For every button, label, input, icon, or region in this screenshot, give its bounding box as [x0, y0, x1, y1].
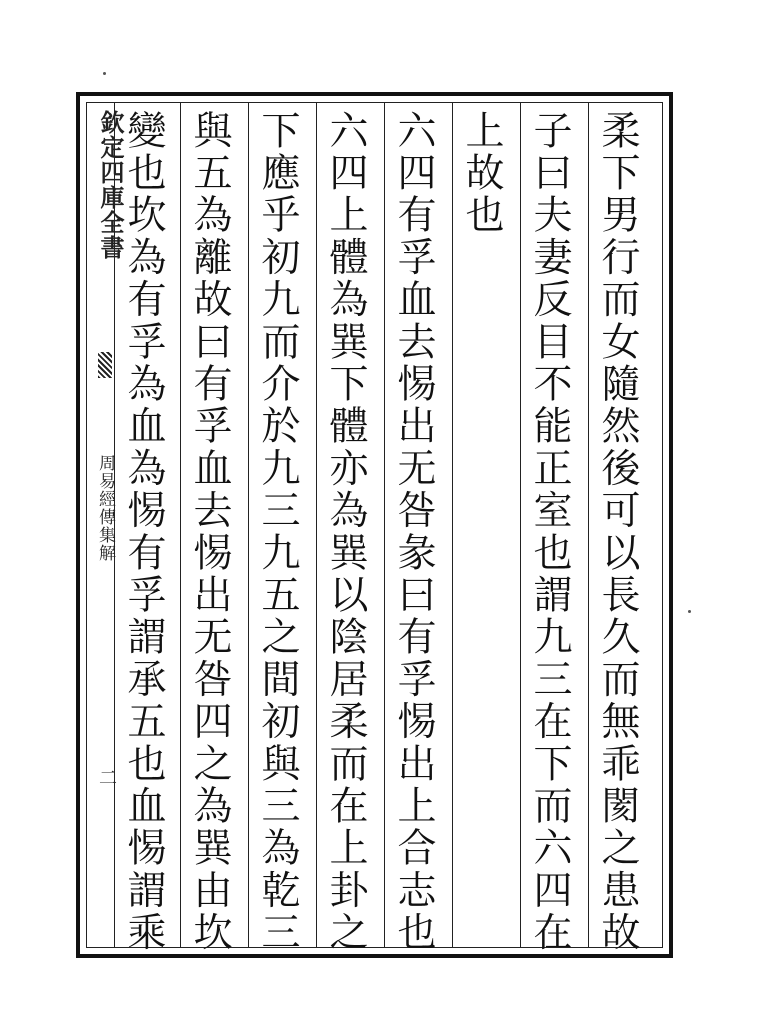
- text-column-5: 六四上體為巽下體亦為巽以陰居柔而在上卦之: [323, 110, 368, 954]
- text-column-6: 下應乎初九而介於九三九五之間初與三為乾三: [255, 110, 300, 954]
- inner-frame: [86, 102, 663, 948]
- text-column-1: 柔下男行而女隨然後可以長久而無乖閡之患故: [595, 110, 640, 954]
- column-rule: [384, 102, 385, 948]
- text-column-4: 六四有孚血去惕出无咎彖曰有孚惕出上合志也: [391, 110, 436, 954]
- text-column-7: 與五為離故曰有孚血去惕出无咎四之為巽由坎: [187, 110, 232, 954]
- scan-speck: [103, 72, 106, 75]
- column-rule: [248, 102, 249, 948]
- column-rule: [520, 102, 521, 948]
- page-frame: [76, 92, 673, 958]
- margin-strip: [86, 102, 125, 948]
- column-rule: [316, 102, 317, 948]
- book-series-title: 欽定四庫全書: [96, 110, 125, 260]
- page-number: 二: [96, 768, 117, 786]
- scan-speck: [688, 610, 691, 613]
- text-column-3: 上故也: [459, 110, 504, 237]
- column-rule: [452, 102, 453, 948]
- book-title: 周易經傳集解: [95, 454, 115, 562]
- text-column-8: 變也坎為有孚為血為惕有孚謂承五也血惕謂乘: [121, 110, 166, 954]
- column-rule: [588, 102, 589, 948]
- text-column-2: 子曰夫妻反目不能正室也謂九三在下而六四在: [527, 110, 572, 954]
- column-rule: [180, 102, 181, 948]
- margin-mark: [98, 352, 112, 378]
